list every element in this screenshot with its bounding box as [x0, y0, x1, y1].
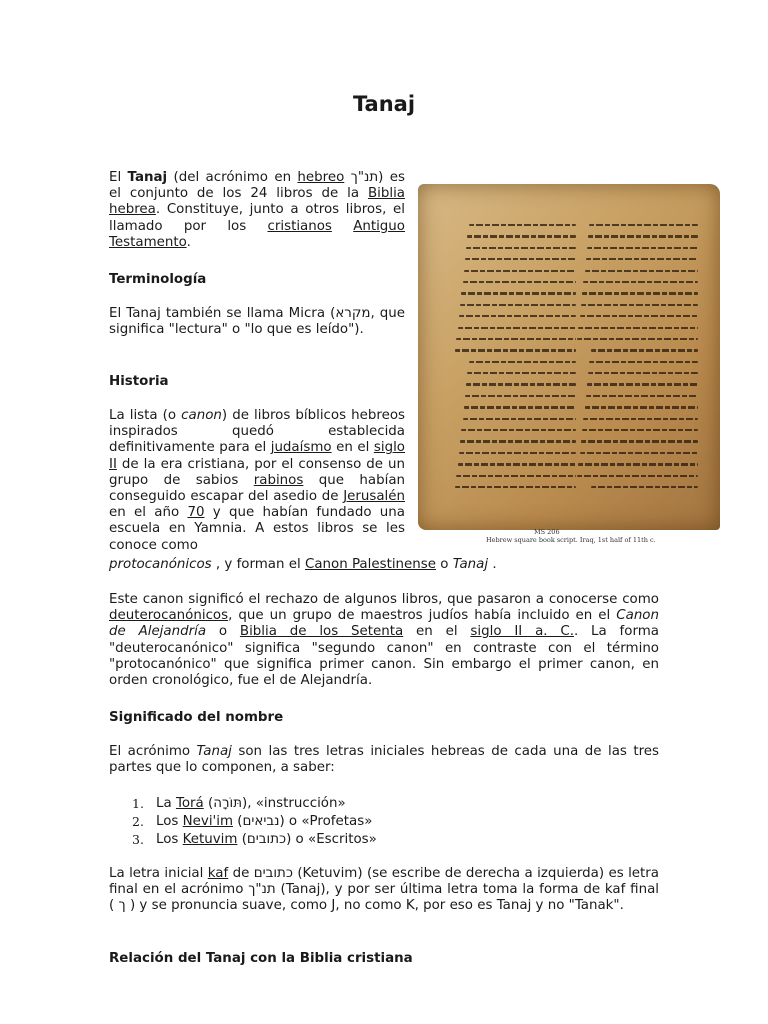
heading-relacion: Relación del Tanaj con la Biblia cristiana	[109, 951, 413, 966]
script-line	[585, 270, 698, 272]
image-caption-id: MS 206	[534, 528, 560, 536]
list-text: (כתובים) o «Escritos»	[237, 832, 377, 847]
script-line	[586, 395, 698, 397]
intro-text: תנ"ך) es el conjunto de los 24 libros de la	[109, 170, 405, 202]
tanaj-term: Tanaj	[196, 744, 232, 759]
script-line	[582, 292, 698, 294]
link-ketuvim[interactable]: Ketuvim	[182, 832, 238, 847]
intro-text: (del acrónimo en	[167, 170, 298, 185]
manuscript-image	[414, 180, 724, 550]
script-line	[458, 327, 576, 329]
list-item	[109, 813, 659, 831]
script-line	[463, 418, 576, 420]
intro-paragraph	[109, 170, 405, 251]
script-line	[459, 315, 576, 317]
script-line	[459, 452, 576, 454]
script-line	[467, 235, 576, 237]
link-rabinos[interactable]: rabinos	[253, 472, 304, 488]
historia-text: y que habían fundado una escuela en Yamnia. A estos libros se les conoce como	[109, 505, 405, 553]
link-kaf[interactable]: kaf	[207, 866, 229, 881]
script-line	[577, 338, 698, 340]
script-line	[580, 315, 698, 317]
script-line	[465, 258, 576, 260]
historia-paragraph	[109, 408, 405, 554]
historia-text: o	[435, 557, 453, 572]
script-line	[469, 224, 576, 226]
list-text: (נביאים) o «Profetas»	[233, 814, 373, 829]
canon-paragraph	[109, 592, 659, 689]
script-line	[463, 281, 576, 283]
parts-list	[109, 795, 659, 849]
canon-term: canon	[181, 408, 222, 423]
script-line	[586, 258, 698, 260]
intro-text	[332, 219, 353, 234]
kaf-paragraph	[109, 866, 659, 915]
historia-text: , y forman el	[211, 557, 305, 572]
script-line	[589, 361, 698, 363]
list-item	[109, 831, 659, 849]
link-canon-palestinense[interactable]: Canon Palestinense	[304, 557, 436, 572]
link-cristianos[interactable]: cristianos	[267, 218, 332, 234]
script-line	[456, 475, 576, 477]
script-line	[460, 304, 576, 306]
tanaj-term: Tanaj	[452, 557, 489, 572]
text-column-right	[576, 224, 698, 497]
link-biblia-setenta[interactable]: Biblia de los Setenta	[239, 624, 404, 640]
script-line	[585, 406, 698, 408]
link-tora[interactable]: Torá	[175, 796, 204, 811]
historia-text: en el año	[109, 505, 188, 521]
script-line	[467, 372, 576, 374]
link-siglo-ii[interactable]: siglo II	[109, 440, 405, 472]
text-column-left	[454, 224, 576, 497]
list-text: Los	[156, 832, 183, 847]
heading-historia: Historia	[109, 374, 169, 389]
canon-text: , que un grupo de maestros judíos había incluido en el	[228, 608, 617, 624]
parchment	[418, 184, 720, 530]
script-line	[588, 372, 698, 374]
historia-text: ) de libros bíblicos hebreos inspirados quedó establecida definitivamente para el	[109, 408, 405, 456]
link-jerusalen[interactable]: Jerusalén	[343, 489, 405, 505]
heading-significado: Significado del nombre	[109, 710, 284, 725]
link-neviim[interactable]: Nevi'im	[182, 814, 234, 829]
link-deuterocanonicos[interactable]: deuterocanónicos	[109, 608, 229, 624]
list-number: 3.	[132, 832, 144, 847]
list-text: (תּוֹרָה), «instrucción»	[203, 796, 346, 811]
canon-text: en el	[403, 624, 471, 640]
historia-text: .	[488, 557, 497, 572]
script-line	[583, 281, 698, 283]
script-line	[587, 247, 698, 249]
script-line	[591, 349, 698, 351]
script-line	[578, 463, 698, 465]
script-line	[458, 463, 576, 465]
link-siglo-ii-ac[interactable]: siglo II a. C.	[470, 624, 574, 640]
link-anio-70[interactable]: 70	[187, 505, 205, 521]
image-caption: Hebrew square book script. Iraq, 1st half of 11th c.	[486, 536, 656, 544]
script-line	[460, 440, 576, 442]
script-line	[578, 327, 698, 329]
script-line	[469, 361, 576, 363]
significado-text: son las tres letras iniciales hebreas de cada una de las tres partes que lo componen, a saber:	[109, 744, 660, 776]
script-line	[465, 395, 576, 397]
script-line	[455, 349, 576, 351]
script-line	[589, 224, 698, 226]
link-biblia[interactable]: Biblia	[367, 186, 405, 202]
protocanonicos-term: protocanónicos	[109, 557, 212, 572]
canon-text: Este canon significó el rechazo de algunos libros, que pasaron a conocerse como	[109, 592, 659, 607]
terminologia-paragraph: El Tanaj también se llama Micra (מקרא, que significa "lectura" o "lo que es leído").	[109, 306, 405, 338]
significado-paragraph	[109, 744, 659, 776]
heading-terminologia: Terminología	[109, 272, 207, 287]
link-judaismo[interactable]: judaísmo	[270, 440, 332, 456]
kaf-text: La letra inicial	[109, 866, 208, 881]
list-number: 2.	[132, 814, 144, 829]
tanaj-term: Tanaj	[127, 170, 168, 185]
link-hebrea[interactable]: hebrea	[109, 202, 156, 218]
intro-text: .	[186, 234, 191, 250]
intro-text: . Constituye, junto a otros libros, el llamado por los	[109, 202, 405, 234]
list-number: 1.	[132, 796, 144, 811]
script-line	[587, 383, 698, 385]
historia-text: La lista (o	[109, 408, 182, 423]
script-line	[591, 486, 698, 488]
script-line	[464, 406, 576, 408]
script-line	[455, 486, 576, 488]
script-line	[456, 338, 576, 340]
script-line	[466, 383, 576, 385]
script-line	[581, 304, 698, 306]
script-line	[582, 429, 698, 431]
link-antiguo-testamento[interactable]: Antiguo Testamento	[109, 218, 405, 250]
script-line	[577, 475, 698, 477]
script-line	[580, 452, 698, 454]
canon-text: . La forma "deuterocanónico" significa "segundo canon" en contraste con el término "protocanónico" que significa primer canon. Sin embargo el primer canon, en orden cronológico, fue el de Alejandría.	[109, 624, 659, 689]
list-text: Los	[156, 814, 183, 829]
list-text: La	[156, 796, 176, 811]
script-line	[581, 440, 698, 442]
script-line	[461, 292, 576, 294]
script-line	[464, 270, 576, 272]
historia-tail	[109, 557, 659, 573]
canon-alejandria-term: Canon de Alejandría	[109, 608, 659, 640]
list-item	[109, 795, 659, 813]
historia-text: de la era cristiana, por el consenso de un grupo de sabios	[109, 456, 405, 488]
significado-text: El acrónimo	[109, 744, 197, 759]
script-line	[466, 247, 576, 249]
link-hebreo[interactable]: hebreo	[297, 170, 345, 185]
historia-text: en el	[331, 440, 374, 456]
intro-text: El	[109, 170, 128, 185]
page-title: Tanaj	[352, 92, 416, 116]
script-line	[461, 429, 576, 431]
kaf-text: de כתובים (Ketuvim) (se escribe de derecha a izquierda) es letra final en el acrónimo תנ"ך (Tanaj), y por ser última letra toma la forma de kaf final ( ך ) y se pronuncia suave, como J, no como K, por eso es Tanaj y no "Tanak".	[109, 866, 659, 914]
canon-text: o	[206, 624, 240, 640]
historia-text: que habían conseguido escapar del asedio de	[109, 472, 406, 505]
script-line	[588, 235, 698, 237]
script-line	[583, 418, 698, 420]
